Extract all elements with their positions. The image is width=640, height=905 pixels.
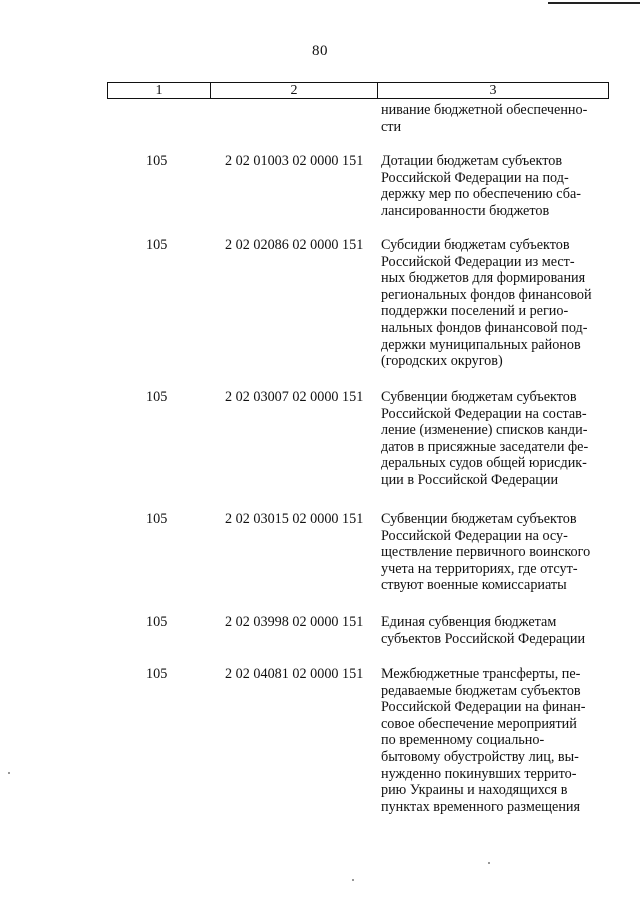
description-line: сти [381,118,402,135]
description-line: Дотации бюджетам субъектов [381,153,563,169]
description-line: Субвенции бюджетам субъектов [381,511,577,527]
description-line: Российской Федерации на финан- [381,699,586,716]
row-description [381,237,611,370]
row-description [381,102,611,135]
description-line: Российской Федерации на под- [381,169,569,186]
row-description [381,614,611,647]
description-line: учета на территориях, где отсут- [381,560,578,577]
row-admin-code: 105 [146,389,168,405]
description-line: Субсидии бюджетам субъектов [381,237,570,253]
description-line: ствуют военные комиссариаты [381,577,567,594]
row-budget-code: 2 02 03007 02 0000 151 [225,389,364,405]
description-line: лансированности бюджетов [381,202,550,219]
description-line: бытовому обустройству лиц, вы- [381,748,579,765]
description-line: нальных фондов финансовой под- [381,319,588,336]
scan-speck [488,862,490,864]
description-line: поддержки поселений и регио- [381,303,569,320]
description-line: Российской Федерации из мест- [381,253,575,270]
description-line: ных бюджетов для формирования [381,270,586,287]
description-line: рию Украины и находящихся в [381,782,568,799]
row-description [381,389,611,489]
description-line: пунктах временного размещения [381,798,581,815]
description-line: субъектов Российской Федерации [381,630,586,647]
description-line: Российской Федерации на осу- [381,527,568,544]
description-line: совое обеспечение мероприятий [381,715,577,732]
row-description [381,153,611,219]
row-budget-code: 2 02 03015 02 0000 151 [225,511,364,527]
row-admin-code: 105 [146,153,168,169]
description-line: Субвенции бюджетам субъектов [381,389,577,405]
description-line: датов в присяжные заседатели фе- [381,438,589,455]
row-admin-code: 105 [146,614,168,630]
description-line: деральных судов общей юрисдик- [381,455,587,472]
description-line: Единая субвенция бюджетам [381,614,557,630]
description-line: региональных фондов финансовой [381,286,592,303]
table-header [107,82,609,99]
row-description [381,511,611,594]
description-line: ществление первичного воинского [381,544,591,561]
row-admin-code: 105 [146,237,168,253]
description-line: Межбюджетные трансферты, пе- [381,666,581,682]
scan-edge-line [548,2,640,4]
row-admin-code: 105 [146,666,168,682]
description-line: по временному социально- [381,732,545,749]
row-budget-code: 2 02 01003 02 0000 151 [225,153,364,169]
scan-speck [352,879,354,881]
description-line: Российской Федерации на состав- [381,405,587,422]
header-col-3: 3 [489,82,497,98]
description-line: ление (изменение) списков канди- [381,422,588,439]
header-col-1: 1 [108,83,211,98]
row-budget-code: 2 02 03998 02 0000 151 [225,614,364,630]
description-line: редаваемые бюджетам субъектов [381,682,581,699]
row-budget-code: 2 02 02086 02 0000 151 [225,237,364,253]
row-description [381,666,611,815]
scan-speck [8,772,10,774]
description-line: держки муниципальных районов [381,336,581,353]
description-line: нужденно покинувших террито- [381,765,577,782]
header-col-2: 2 [211,83,378,98]
description-line: нивание бюджетной обеспеченно- [381,102,588,118]
page-number: 80 [312,43,328,59]
description-line: держку мер по обеспечению сба- [381,186,581,203]
description-line: ции в Российской Федерации [381,471,559,488]
row-admin-code: 105 [146,511,168,527]
row-budget-code: 2 02 04081 02 0000 151 [225,666,364,682]
description-line: (городских округов) [381,353,503,370]
